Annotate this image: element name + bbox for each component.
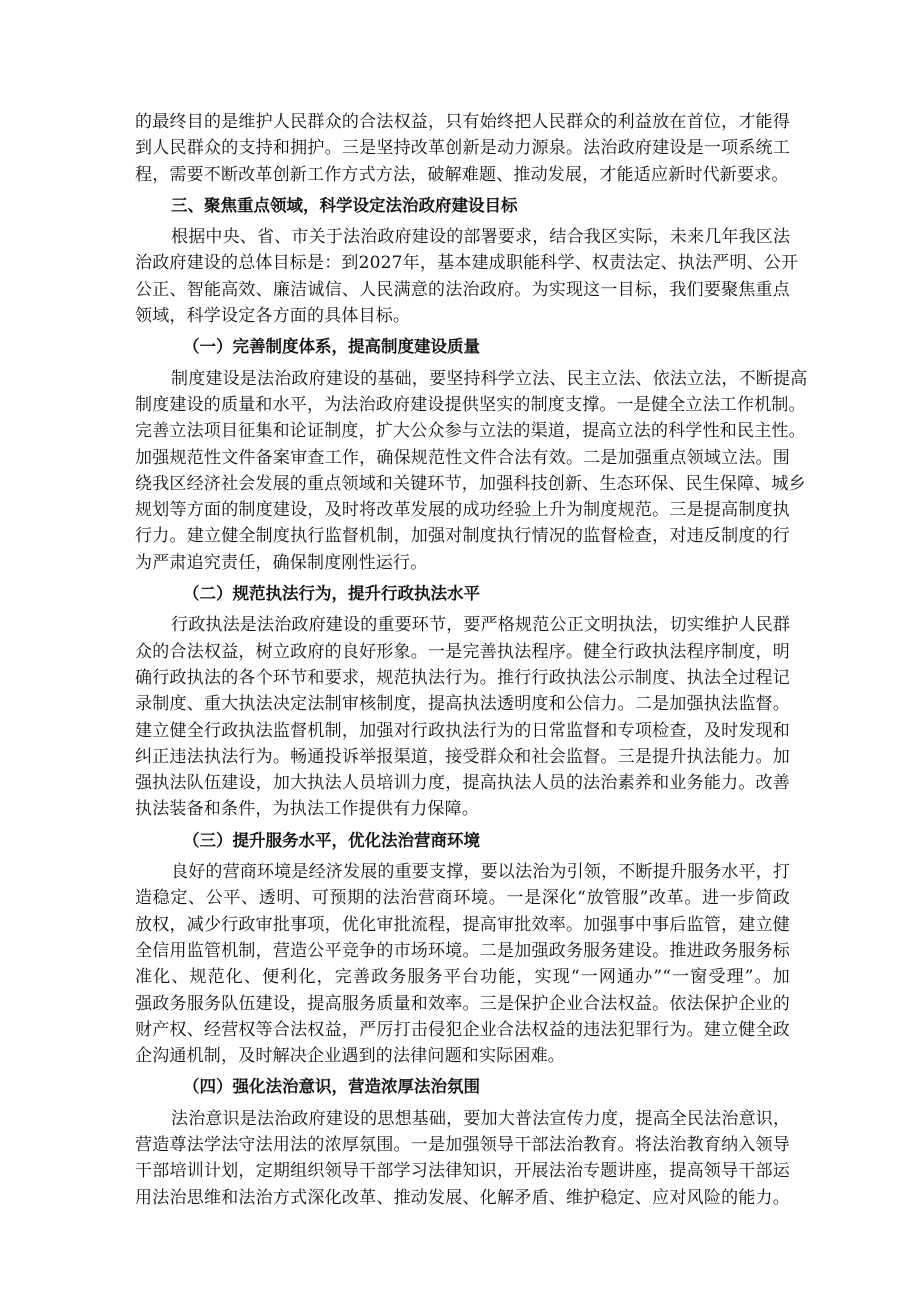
document-page xyxy=(135,109,808,1211)
text-line: 领域，科学设定各方面的具体目标。 xyxy=(135,306,411,327)
subsection-heading-4: （四）强化法治意识，营造浓厚法治氛围 xyxy=(183,1077,480,1097)
text-line: 良好的营商环境是经济发展的重要支撑，要以法治为引领，不断提升服务水平，打 xyxy=(171,862,791,883)
text-line: 财产权、经营权等合法权益，严厉打击侵犯企业合法权益的违法犯罪行为。建立健全政 xyxy=(135,1019,790,1040)
paragraph-continued xyxy=(135,109,790,188)
text-line: 法治意识是法治政府建设的思想基础，要加大普法宣传力度，提高全民法治意识， xyxy=(171,1108,791,1129)
text-line: 治政府建设的总体目标是：到2027年，基本建成职能科学、权责法定、执法严明、公开 xyxy=(135,253,799,274)
text-line: 行政执法是法治政府建设的重要环节，要严格规范公正文明执法，切实维护人民群 xyxy=(171,615,791,636)
text-line: 强执法队伍建设，加大执法人员培训力度，提高执法人员的法治素养和业务能力。改善 xyxy=(135,773,790,794)
text-line: 制度建设的质量和水平，为法治政府建设提供坚实的制度支撑。一是健全立法工作机制。 xyxy=(135,394,806,415)
text-line: 准化、规范化、便利化，完善政务服务平台功能，实现“一网通办”“一窗受理”。加 xyxy=(135,967,790,988)
text-line: 执法装备和条件，为执法工作提供有力保障。 xyxy=(135,799,479,820)
subsection-heading-2: （二）规范执法行为，提升行政执法水平 xyxy=(183,584,480,604)
text-line: 根据中央、省、市关于法治政府建设的部署要求，结合我区实际，未来几年我区法 xyxy=(171,227,791,248)
text-line: 干部培训计划，定期组织领导干部学习法律知识，开展法治专题讲座，提高领导干部运 xyxy=(135,1161,790,1182)
text-line: 到人民群众的支持和拥护。三是坚持改革创新是动力源泉。法治政府建设是一项系统工 xyxy=(135,138,790,159)
paragraph-subsection-4 xyxy=(135,1106,790,1211)
text-line: 为严肃追究责任，确保制度刚性运行。 xyxy=(135,552,428,573)
paragraph-subsection-3 xyxy=(135,859,790,1069)
text-line: 用法治思维和法治方式深化改革、推动发展、化解矛盾、维护稳定、应对风险的能力。 xyxy=(135,1187,790,1208)
text-line: 确行政执法的各个环节和要求，规范执法行为。推行行政执法公示制度、执法全过程记 xyxy=(135,667,790,688)
text-line: 程，需要不断改革创新工作方式方法，破解难题、推动发展，才能适应新时代新要求。 xyxy=(135,164,789,185)
text-line: 制度建设是法治政府建设的基础，要坚持科学立法、民主立法、依法立法，不断提高 xyxy=(171,368,808,389)
subsection-heading-3: （三）提升服务水平，优化法治营商环境 xyxy=(183,830,480,850)
text-line: 完善立法项目征集和论证制度，扩大公众参与立法的渠道，提高立法的科学性和民主性。 xyxy=(135,421,806,442)
text-line: 加强规范性文件备案审查工作，确保规范性文件合法有效。二是加强重点领域立法。围 xyxy=(135,447,790,468)
text-line: 行力。建立健全制度执行监督机制，加强对制度执行情况的监督检查，对违反制度的行 xyxy=(135,526,790,547)
text-line: 建立健全行政执法监督机制，加强对行政执法行为的日常监督和专项检查，及时发现和 xyxy=(135,720,790,741)
text-line: 众的合法权益，树立政府的良好形象。一是完善执法程序。健全行政执法程序制度，明 xyxy=(135,641,790,662)
subsection-heading-1: （一）完善制度体系，提高制度建设质量 xyxy=(183,337,480,357)
text-line: 营造尊法学法守法用法的浓厚氛围。一是加强领导干部法治教育。将法治教育纳入领导 xyxy=(135,1134,790,1155)
paragraph-subsection-2 xyxy=(135,612,790,822)
text-line: 放权，减少行政审批事项，优化审批流程，提高审批效率。加强事中事后监管，建立健 xyxy=(135,914,790,935)
text-line: 纠正违法执法行为。畅通投诉举报渠道，接受群众和社会监督。三是提升执法能力。加 xyxy=(135,746,790,767)
text-line: 强政务服务队伍建设，提高服务质量和效率。三是保护企业合法权益。依法保护企业的 xyxy=(135,993,790,1014)
text-line: 全信用监管机制，营造公平竞争的市场环境。二是加强政务服务建设。推进政务服务标 xyxy=(135,940,790,961)
paragraph-subsection-1 xyxy=(135,366,808,576)
text-line: 企沟通机制，及时解决企业遇到的法律问题和实际困难。 xyxy=(135,1046,565,1067)
text-line: 规划等方面的制度建设，及时将改革发展的成功经验上升为制度规范。三是提高制度执 xyxy=(135,500,790,521)
text-line: 造稳定、公平、透明、可预期的法治营商环境。一是深化“放管服”改革。进一步简政 xyxy=(135,888,790,909)
text-line: 公正、智能高效、廉洁诚信、人民满意的法治政府。为实现这一目标，我们要聚焦重点 xyxy=(135,279,790,300)
section-heading-3: 三、聚焦重点领域，科学设定法治政府建设目标 xyxy=(171,195,518,215)
text-line: 绕我区经济社会发展的重点领域和关键环节，加强科技创新、生态环保、民生保障、城乡 xyxy=(135,473,806,494)
text-line: 的最终目的是维护人民群众的合法权益，只有始终把人民群众的利益放在首位，才能得 xyxy=(135,112,790,132)
paragraph-section-3-intro xyxy=(135,224,799,329)
text-line: 录制度、重大执法决定法制审核制度，提高执法透明度和公信力。二是加强执法监督。 xyxy=(135,694,790,715)
